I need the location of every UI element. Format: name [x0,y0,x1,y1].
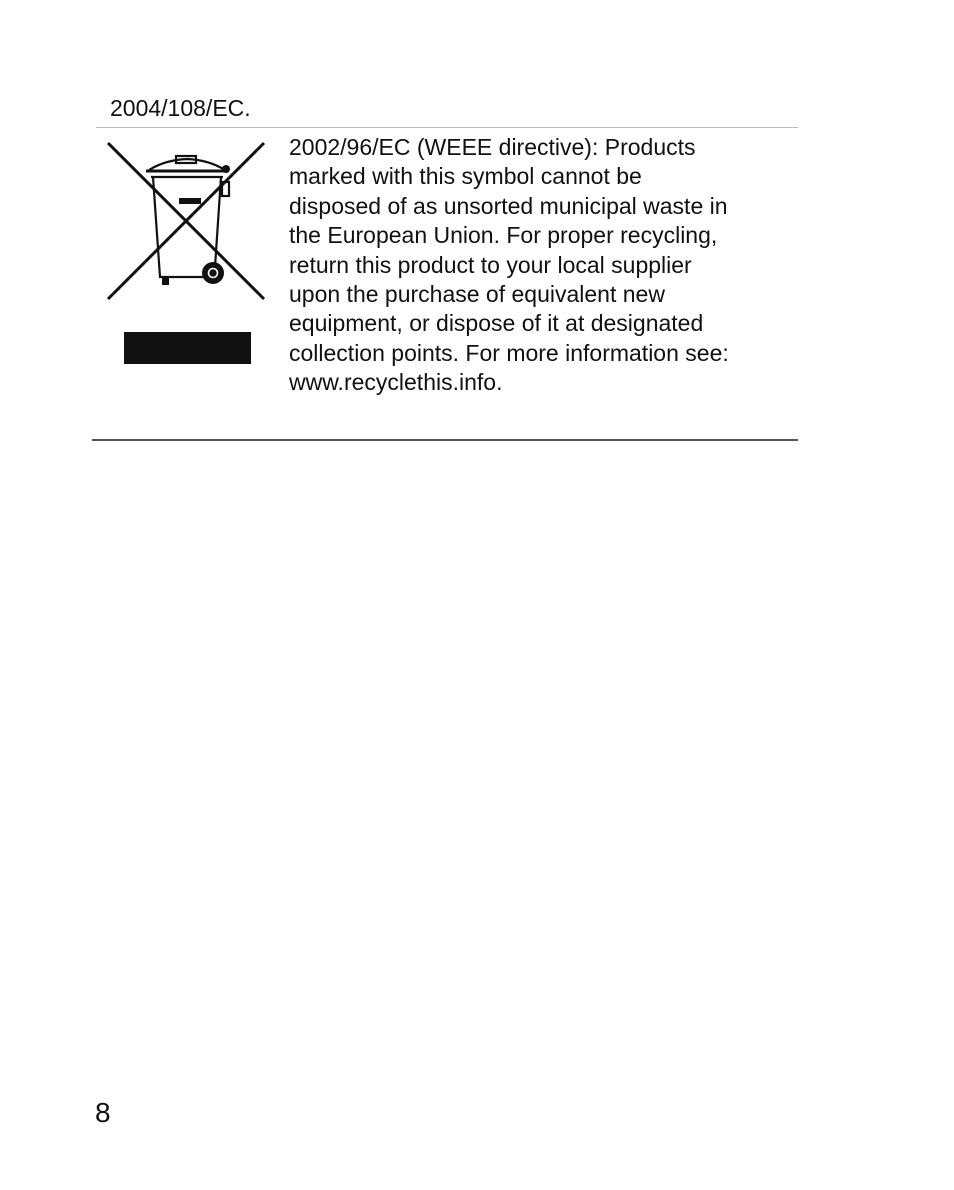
weee-text-line: collection points. For more information see: [289,339,729,366]
crossed-out-wheelie-bin-icon [105,140,267,302]
weee-directive-text [289,133,789,398]
weee-text-line: return this product to your local supplier [289,251,692,278]
weee-text-line: disposed of as unsorted municipal waste in [289,192,728,219]
page-number: 8 [95,1097,111,1128]
weee-text-line: the European Union. For proper recycling, [289,222,718,249]
weee-text-line: 2002/96/EC (WEEE directive): Products [289,134,696,160]
previous-section-text: 2004/108/EC. [110,95,251,121]
weee-text-line: equipment, or dispose of it at designated [289,310,704,337]
top-divider [96,127,798,128]
weee-symbol-bar [124,332,251,364]
bottom-divider [92,439,798,441]
weee-text-line: upon the purchase of equivalent new [289,281,665,308]
weee-text-line: marked with this symbol cannot be [289,163,642,190]
weee-text-line: www.recyclethis.info. [289,369,503,396]
